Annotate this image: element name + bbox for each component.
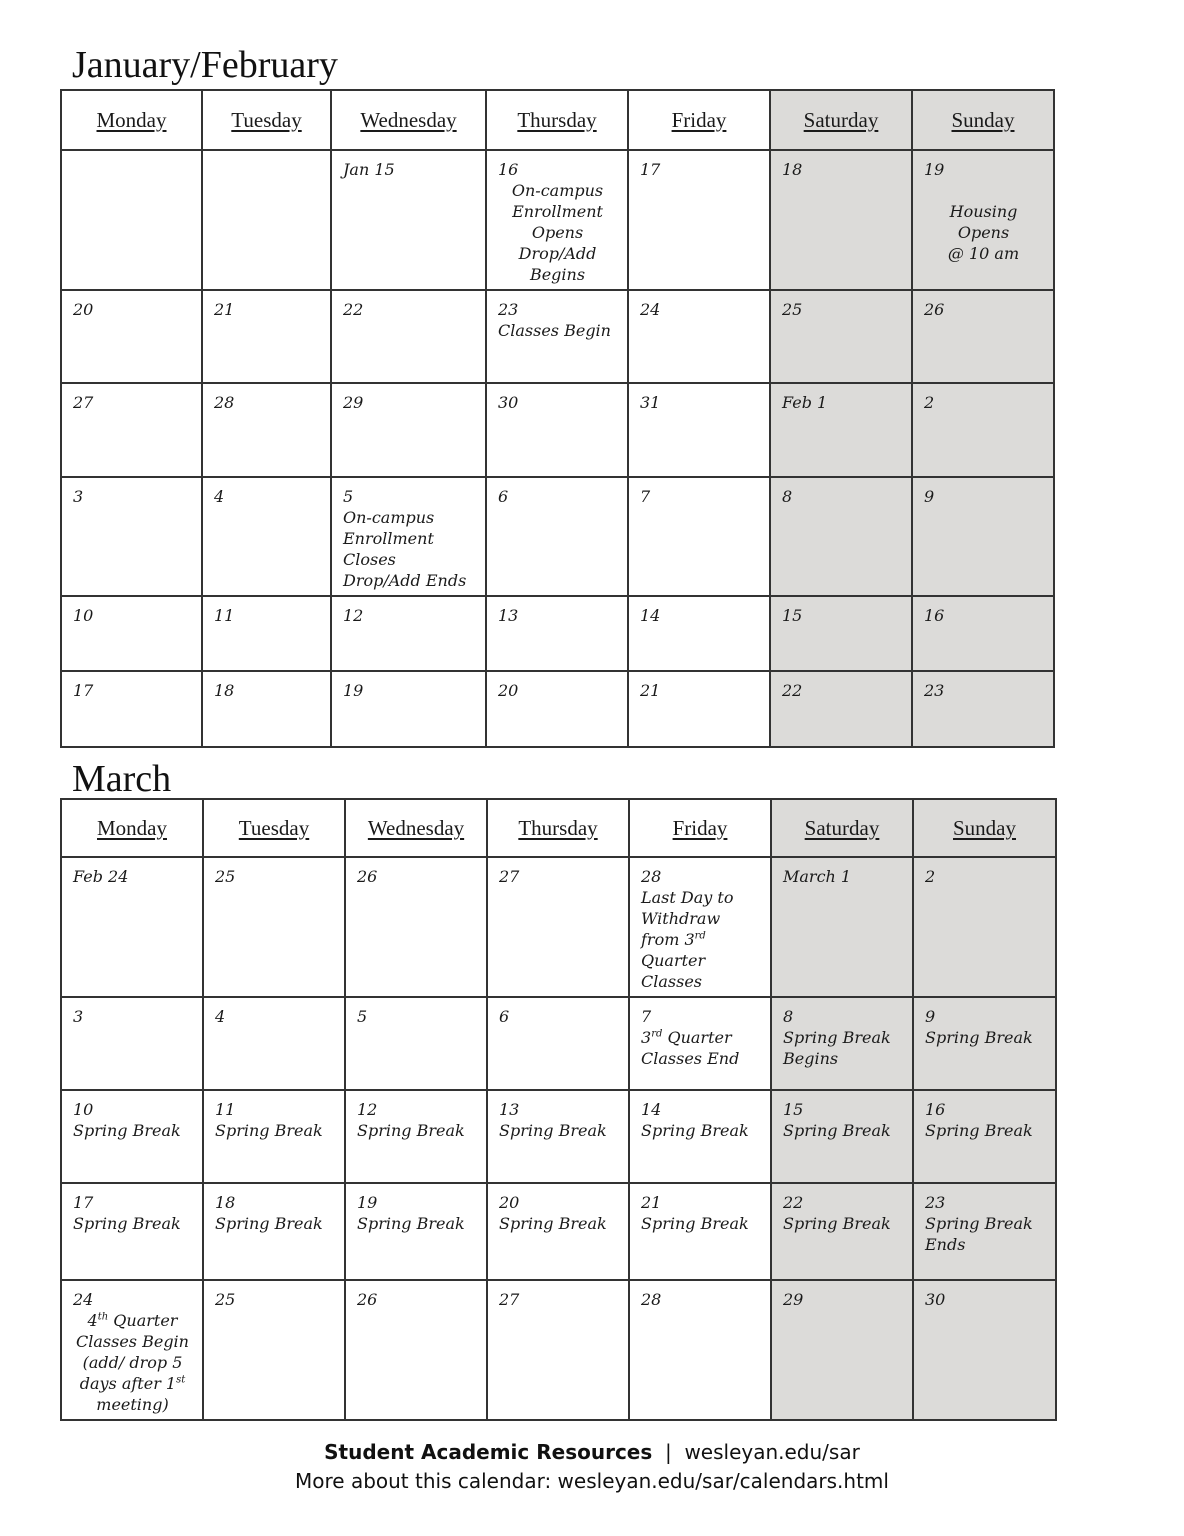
event-text: Drop/Add Ends xyxy=(343,571,467,590)
day-number: March 1 xyxy=(783,867,852,886)
day-number: 24 xyxy=(73,1290,94,1309)
day-cell xyxy=(771,1183,913,1280)
header-row xyxy=(61,90,1054,150)
day-cell xyxy=(61,150,202,290)
event-text: Enrollment xyxy=(343,529,434,548)
day-number: 27 xyxy=(499,1290,520,1309)
day-number: 15 xyxy=(782,606,803,625)
day-cell xyxy=(61,290,202,383)
header-wednesday: Wednesday xyxy=(345,799,487,857)
day-number: 22 xyxy=(343,300,364,319)
day-cell xyxy=(629,1280,771,1420)
day-number: 7 xyxy=(641,1007,652,1026)
footer-org: Student Academic Resources xyxy=(324,1440,653,1464)
day-cell xyxy=(61,997,203,1090)
day-cell xyxy=(912,290,1054,383)
calendar-march xyxy=(60,798,1057,1421)
day-cell xyxy=(629,1183,771,1280)
event-text: (add/ drop 5 xyxy=(82,1353,183,1372)
event-text: Classes Begin xyxy=(76,1332,189,1351)
footer-separator: | xyxy=(652,1440,685,1464)
event-text: days after 1st xyxy=(79,1374,186,1393)
day-cell xyxy=(487,1280,629,1420)
header-monday: Monday xyxy=(61,90,202,150)
day-number: 21 xyxy=(214,300,235,319)
day-number: 19 xyxy=(924,160,945,179)
day-number: 18 xyxy=(214,681,235,700)
day-number: 16 xyxy=(925,1100,946,1119)
event-text: Enrollment xyxy=(512,202,603,221)
day-number: 24 xyxy=(640,300,661,319)
day-cell xyxy=(629,1090,771,1183)
day-number: 11 xyxy=(215,1100,236,1119)
day-cell xyxy=(771,857,913,997)
event-text: Classes Begin xyxy=(498,321,611,340)
day-cell xyxy=(913,1090,1056,1183)
day-cell xyxy=(345,1280,487,1420)
day-cell xyxy=(912,477,1054,596)
event-text: Drop/Add xyxy=(518,244,597,263)
day-number: 25 xyxy=(215,867,236,886)
day-number: 19 xyxy=(343,681,364,700)
day-cell xyxy=(628,383,770,477)
day-cell xyxy=(628,596,770,671)
week-row xyxy=(61,1090,1056,1183)
week-row xyxy=(61,150,1054,290)
day-cell xyxy=(629,997,771,1090)
header-thursday: Thursday xyxy=(486,90,628,150)
day-number: 14 xyxy=(641,1100,662,1119)
event-text: Opens xyxy=(531,223,584,242)
day-number: 9 xyxy=(924,487,935,506)
day-cell xyxy=(331,671,486,747)
day-cell xyxy=(629,857,771,997)
day-cell xyxy=(912,671,1054,747)
day-number: 23 xyxy=(924,681,945,700)
day-number: 10 xyxy=(73,606,94,625)
event-text: Withdraw xyxy=(641,909,721,928)
event-text: Classes End xyxy=(641,1049,740,1068)
day-number: 13 xyxy=(499,1100,520,1119)
day-cell xyxy=(487,1183,629,1280)
day-cell xyxy=(203,1090,345,1183)
day-cell xyxy=(331,150,486,290)
day-number: 27 xyxy=(499,867,520,886)
day-number: 22 xyxy=(783,1193,804,1212)
day-number: 19 xyxy=(357,1193,378,1212)
day-cell xyxy=(770,671,912,747)
day-number: 12 xyxy=(343,606,364,625)
week-row xyxy=(61,596,1054,671)
event-text: Begins xyxy=(783,1049,839,1068)
day-number: 8 xyxy=(782,487,793,506)
day-cell xyxy=(203,1183,345,1280)
day-cell xyxy=(61,857,203,997)
day-number: Feb 1 xyxy=(782,393,828,412)
day-cell xyxy=(345,1183,487,1280)
day-number: 13 xyxy=(498,606,519,625)
event-text: On-campus xyxy=(511,181,604,200)
day-cell xyxy=(913,857,1056,997)
calendar-jan-feb xyxy=(60,89,1055,748)
day-cell xyxy=(912,150,1054,290)
day-cell xyxy=(61,1183,203,1280)
day-cell xyxy=(345,997,487,1090)
event-text: Spring Break xyxy=(215,1214,323,1233)
month-title-march: March xyxy=(72,758,172,800)
day-number: 3 xyxy=(73,1007,84,1026)
event-text: 4th Quarter xyxy=(87,1311,178,1330)
day-cell xyxy=(61,1280,203,1420)
day-cell xyxy=(913,1183,1056,1280)
day-number: 26 xyxy=(924,300,945,319)
day-number: 4 xyxy=(214,487,225,506)
day-cell xyxy=(486,477,628,596)
event-text: Spring Break xyxy=(215,1121,323,1140)
day-cell xyxy=(770,383,912,477)
event-text: Spring Break xyxy=(357,1121,465,1140)
event-text: Spring Break xyxy=(783,1214,891,1233)
day-number: 30 xyxy=(498,393,519,412)
day-number: 26 xyxy=(357,867,378,886)
header-thursday: Thursday xyxy=(487,799,629,857)
day-number: 4 xyxy=(215,1007,226,1026)
day-cell xyxy=(61,383,202,477)
day-number: 25 xyxy=(215,1290,236,1309)
day-cell xyxy=(486,290,628,383)
event-text: Spring Break xyxy=(925,1028,1033,1047)
day-number: 16 xyxy=(924,606,945,625)
day-number: 7 xyxy=(640,487,651,506)
event-text: Spring Break xyxy=(641,1214,749,1233)
day-number: 10 xyxy=(73,1100,94,1119)
day-cell xyxy=(202,671,331,747)
header-sunday: Sunday xyxy=(912,90,1054,150)
day-cell xyxy=(331,596,486,671)
event-text: Quarter xyxy=(641,951,706,970)
event-text: 3rd Quarter xyxy=(641,1028,732,1047)
week-row xyxy=(61,997,1056,1090)
day-cell xyxy=(912,383,1054,477)
day-cell xyxy=(628,290,770,383)
event-text: Last Day to xyxy=(641,888,734,907)
day-cell xyxy=(486,150,628,290)
day-number: 15 xyxy=(783,1100,804,1119)
day-number: Jan 15 xyxy=(343,160,395,179)
week-row xyxy=(61,1183,1056,1280)
day-cell xyxy=(202,383,331,477)
event-text: from 3rd xyxy=(641,930,706,949)
week-row xyxy=(61,383,1054,477)
header-sunday: Sunday xyxy=(913,799,1056,857)
event-text: Ends xyxy=(925,1235,966,1254)
day-number: 30 xyxy=(925,1290,946,1309)
day-number: 2 xyxy=(925,867,936,886)
day-cell xyxy=(770,150,912,290)
event-text: Spring Break xyxy=(357,1214,465,1233)
week-row xyxy=(61,671,1054,747)
day-cell xyxy=(331,383,486,477)
header-friday: Friday xyxy=(629,799,771,857)
day-cell xyxy=(913,1280,1056,1420)
week-row xyxy=(61,857,1056,997)
day-number: 29 xyxy=(343,393,364,412)
day-number: 28 xyxy=(641,1290,662,1309)
day-cell xyxy=(202,596,331,671)
day-number: 26 xyxy=(357,1290,378,1309)
day-cell xyxy=(771,1090,913,1183)
event-text: Spring Break xyxy=(499,1214,607,1233)
event-text: Spring Break xyxy=(641,1121,749,1140)
week-row xyxy=(61,290,1054,383)
footer-line-2[interactable]: More about this calendar: wesleyan.edu/sar/calendars.html xyxy=(295,1469,889,1493)
header-monday: Monday xyxy=(61,799,203,857)
event-text: Spring Break xyxy=(925,1121,1033,1140)
day-number: 28 xyxy=(641,867,662,886)
day-cell xyxy=(771,997,913,1090)
day-number: 9 xyxy=(925,1007,936,1026)
day-cell xyxy=(202,290,331,383)
day-cell xyxy=(487,997,629,1090)
day-cell xyxy=(203,997,345,1090)
week-row xyxy=(61,477,1054,596)
day-cell xyxy=(487,857,629,997)
header-saturday: Saturday xyxy=(771,799,913,857)
day-number: 28 xyxy=(214,393,235,412)
day-number: 31 xyxy=(640,393,661,412)
day-cell xyxy=(487,1090,629,1183)
day-number: 6 xyxy=(499,1007,510,1026)
day-number: 18 xyxy=(782,160,803,179)
day-number: 12 xyxy=(357,1100,378,1119)
event-text: Spring Break xyxy=(73,1121,181,1140)
day-number: 8 xyxy=(783,1007,794,1026)
header-wednesday: Wednesday xyxy=(331,90,486,150)
day-number: 2 xyxy=(924,393,935,412)
day-cell xyxy=(345,1090,487,1183)
day-number: 23 xyxy=(498,300,519,319)
day-number: 17 xyxy=(73,681,94,700)
header-saturday: Saturday xyxy=(770,90,912,150)
day-cell xyxy=(628,150,770,290)
day-number: 17 xyxy=(73,1193,94,1212)
day-cell xyxy=(628,671,770,747)
header-tuesday: Tuesday xyxy=(203,799,345,857)
day-number: 20 xyxy=(499,1193,520,1212)
day-cell xyxy=(913,997,1056,1090)
day-cell xyxy=(345,857,487,997)
day-cell xyxy=(202,150,331,290)
day-cell xyxy=(202,477,331,596)
day-number: 22 xyxy=(782,681,803,700)
day-number: 3 xyxy=(73,487,84,506)
header-friday: Friday xyxy=(628,90,770,150)
event-text: Opens xyxy=(957,223,1010,242)
day-number: 17 xyxy=(640,160,661,179)
footer-line-1 xyxy=(0,1440,1184,1464)
day-number: 14 xyxy=(640,606,661,625)
event-text: Closes xyxy=(343,550,396,569)
event-text: meeting) xyxy=(96,1395,169,1414)
day-cell xyxy=(61,671,202,747)
day-number: 21 xyxy=(641,1193,662,1212)
day-cell xyxy=(628,477,770,596)
day-number: Feb 24 xyxy=(73,867,129,886)
day-number: 20 xyxy=(498,681,519,700)
day-cell xyxy=(770,477,912,596)
day-cell xyxy=(486,671,628,747)
event-text: Spring Break xyxy=(499,1121,607,1140)
event-text: Spring Break xyxy=(783,1028,891,1047)
event-text: Spring Break xyxy=(73,1214,181,1233)
week-row xyxy=(61,1280,1056,1420)
event-text: Housing xyxy=(949,202,1018,221)
day-cell xyxy=(331,290,486,383)
day-cell xyxy=(771,1280,913,1420)
day-cell xyxy=(912,596,1054,671)
month-title-jan-feb: January/February xyxy=(72,44,338,86)
day-number: 27 xyxy=(73,393,94,412)
day-number: 5 xyxy=(343,487,354,506)
day-number: 5 xyxy=(357,1007,368,1026)
day-number: 18 xyxy=(215,1193,236,1212)
day-number: 29 xyxy=(783,1290,804,1309)
day-number: 16 xyxy=(498,160,519,179)
day-number: 25 xyxy=(782,300,803,319)
day-cell xyxy=(61,477,202,596)
day-number: 11 xyxy=(214,606,235,625)
header-tuesday: Tuesday xyxy=(202,90,331,150)
day-cell xyxy=(331,477,486,596)
day-cell xyxy=(61,596,202,671)
day-cell xyxy=(770,290,912,383)
day-number: 21 xyxy=(640,681,661,700)
event-text: Spring Break xyxy=(783,1121,891,1140)
event-text: Begins xyxy=(529,265,586,284)
event-text: @ 10 am xyxy=(947,244,1020,263)
header-row xyxy=(61,799,1056,857)
day-cell xyxy=(486,383,628,477)
event-text: On-campus xyxy=(343,508,435,527)
footer-link-sar[interactable]: wesleyan.edu/sar xyxy=(684,1440,860,1464)
event-text: Classes xyxy=(641,972,702,991)
day-cell xyxy=(770,596,912,671)
day-cell xyxy=(486,596,628,671)
day-cell xyxy=(203,857,345,997)
day-cell xyxy=(61,1090,203,1183)
day-number: 23 xyxy=(925,1193,946,1212)
day-cell xyxy=(203,1280,345,1420)
day-number: 20 xyxy=(73,300,94,319)
day-number: 6 xyxy=(498,487,509,506)
event-text: Spring Break xyxy=(925,1214,1033,1233)
